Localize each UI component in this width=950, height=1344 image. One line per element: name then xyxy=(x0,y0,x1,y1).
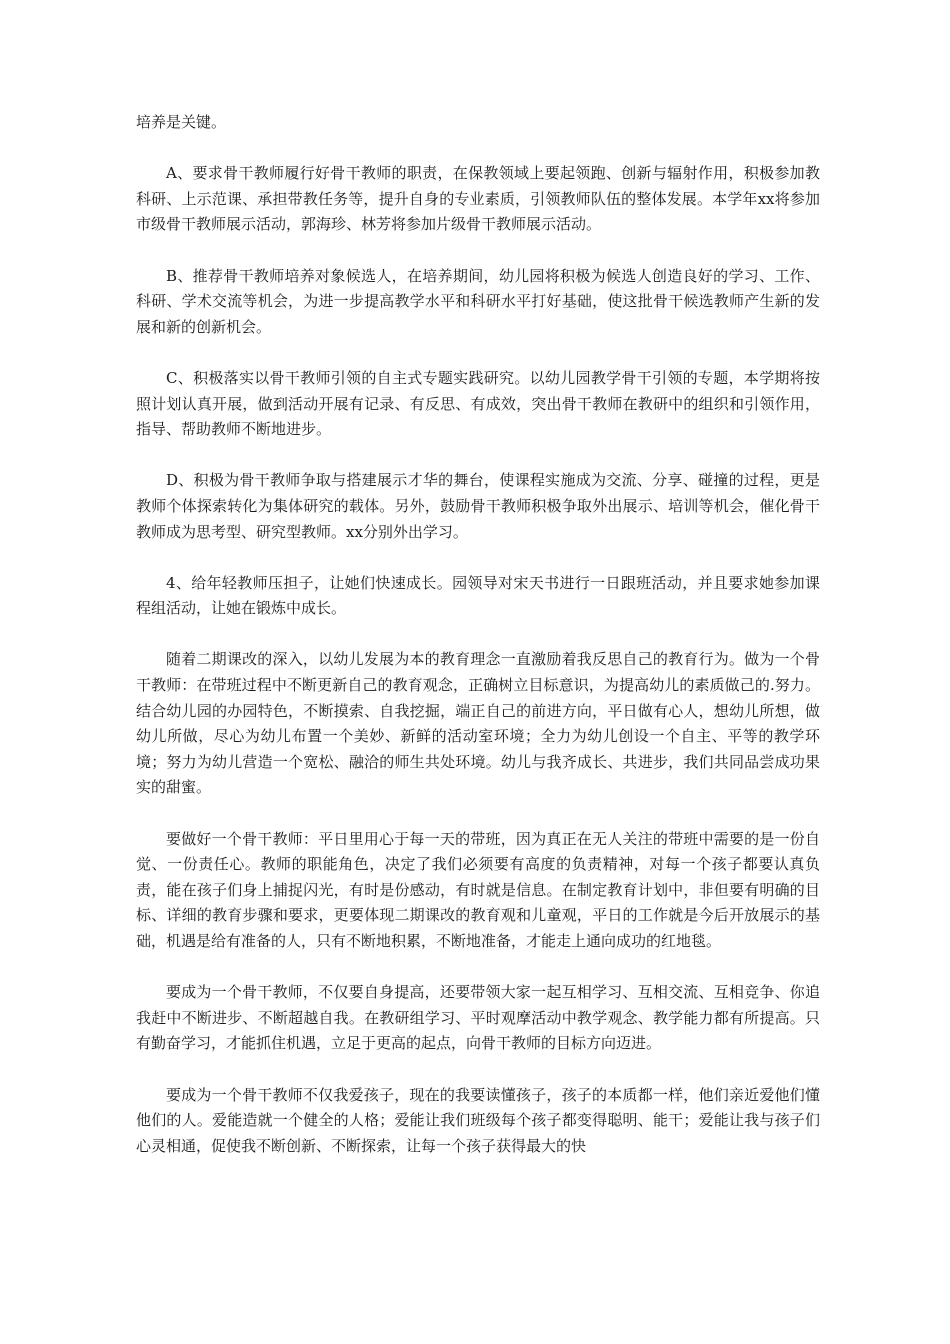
paragraph-9: 要成为一个骨干教师，不仅要自身提高，还要带领大家一起互相学习、互相交流、互相竞争、你追我赶中不断进步、不断超越自我。在教研组学习、平时观摩活动中教学观念、教学能力都有所提高。只有勤奋学习，才能抓住机遇，立足于更高的起点，向骨干教师的目标方向迈进。 xyxy=(136,983,820,1053)
paragraph-3: B、推荐骨干教师培养对象候选人，在培养期间，幼儿园将积极为候选人创造良好的学习、工作、科研、学术交流等机会，为进一步提高教学水平和科研水平打好基础，使这批骨干候选教师产生新的发展和新的创新机会。 xyxy=(136,266,820,336)
paragraph-5: D、积极为骨干教师争取与搭建展示才华的舞台，使课程实施成为交流、分享、碰撞的过程，更是教师个体探索转化为集体研究的载体。另外，鼓励骨干教师积极争取外出展示、培训等机会，催化骨干教师成为思考型、研究型教师。xx分别外出学习。 xyxy=(136,471,820,541)
paragraph-7: 随着二期课改的深入，以幼儿发展为本的教育理念一直激励着我反思自己的教育行为。做为一个骨干教师：在带班过程中不断更新自己的教育观念，正确树立目标意识，为提高幼儿的素质做己的.努力。结合幼儿园的办园特色，不断摸索、自我挖掘，端正自己的前进方向，平日做有心人，想幼儿所想，做幼儿所做，尽心为幼儿布置一个美妙、新鲜的活动室环境；全力为幼儿创设一个自主、平等的教学环境；努力为幼儿营造一个宽松、融洽的师生共处环境。幼儿与我齐成长、共进步，我们共同品尝成功果实的甜蜜。 xyxy=(136,650,820,797)
paragraph-4: C、积极落实以骨干教师引领的自主式专题实践研究。以幼儿园教学骨干引领的专题，本学期将按照计划认真开展，做到活动开展有记录、有反思、有成效，突出骨干教师在教研中的组织和引领作用，指导、帮助教师不断地进步。 xyxy=(136,368,820,439)
paragraph-10: 要成为一个骨干教师不仅我爱孩子，现在的我要读懂孩子，孩子的本质都一样，他们亲近爱他们懂他们的人。爱能造就一个健全的人格；爱能让我们班级每个孩子都变得聪明、能干；爱能让我与孩子们心灵相通，促使我不断创新、不断探索，让每一个孩子获得最大的快 xyxy=(136,1085,820,1155)
paragraph-2: A、要求骨干教师履行好骨干教师的职责，在保教领域上要起领跑、创新与辐射作用，积极参加教科研、上示范课、承担带教任务等，提升自身的专业素质，引领教师队伍的整体发展。本学年xx将参加市级骨干教师展示活动，郭海珍、林芳将参加片级骨干教师展示活动。 xyxy=(136,164,820,234)
paragraph-1: 培养是关键。 xyxy=(136,113,227,131)
paragraph-8: 要做好一个骨干教师：平日里用心于每一天的带班，因为真正在无人关注的带班中需要的是一份自觉、一份责任心。教师的职能角色，决定了我们必须要有高度的负责精神，对每一个孩子都要认真负责，能在孩子们身上捕捉闪光，有时是份感动，有时就是信息。在制定教育计划中，非但要有明确的目标、详细的教育步骤和要求，更要体现二期课改的教育观和儿童观，平日的工作就是今后开放展示的基础，机遇是给有准备的人，只有不断地积累，不断地准备，才能走上通向成功的红地毯。 xyxy=(136,829,820,950)
paragraph-6: 4、给年轻教师压担子，让她们快速成长。园领导对宋天书进行一日跟班活动，并且要求她参加课程组活动，让她在锻炼中成长。 xyxy=(136,573,820,618)
document-body xyxy=(136,110,820,1185)
